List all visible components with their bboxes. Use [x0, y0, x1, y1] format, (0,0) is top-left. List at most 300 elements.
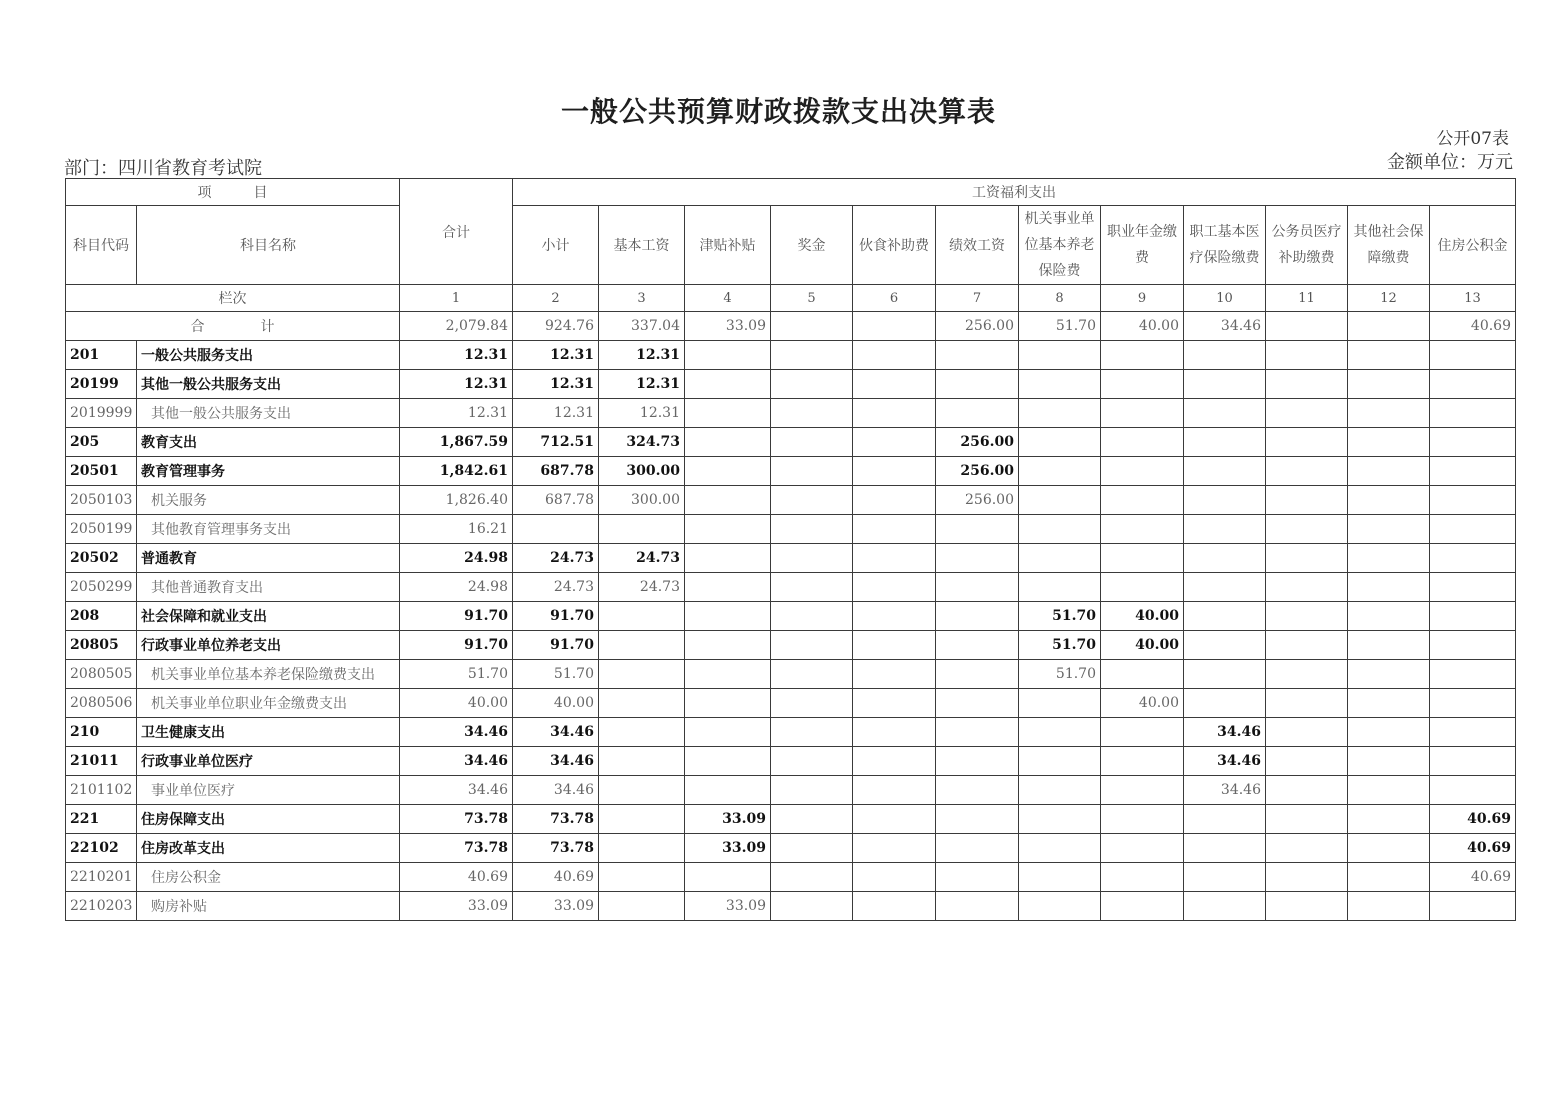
subject-name: 其他一般公共服务支出: [137, 399, 400, 428]
table-row: [66, 573, 1516, 602]
amount-cell: [1019, 544, 1101, 573]
amount-cell: [1266, 805, 1348, 834]
amount-cell: [1101, 834, 1184, 863]
amount-cell: [599, 776, 685, 805]
amount-cell: 34.46: [1184, 747, 1266, 776]
amount-cell: [853, 863, 936, 892]
amount-cell: 24.73: [599, 573, 685, 602]
amount-cell: [853, 428, 936, 457]
column-number: 13: [1430, 285, 1516, 312]
amount-cell: 91.70: [513, 631, 599, 660]
amount-cell: [685, 602, 771, 631]
amount-cell: [1348, 428, 1430, 457]
total-cell: [853, 312, 936, 341]
amount-cell: [853, 370, 936, 399]
amount-cell: [853, 834, 936, 863]
amount-cell: [1348, 399, 1430, 428]
amount-cell: 12.31: [513, 341, 599, 370]
amount-cell: [936, 776, 1019, 805]
amount-cell: [1348, 341, 1430, 370]
amount-cell: 73.78: [513, 805, 599, 834]
amount-cell: [1184, 341, 1266, 370]
amount-cell: [936, 689, 1019, 718]
amount-cell: [1019, 515, 1101, 544]
amount-cell: 73.78: [400, 805, 513, 834]
amount-cell: 40.69: [1430, 863, 1516, 892]
amount-cell: [1266, 457, 1348, 486]
subject-code: 20502: [66, 544, 137, 573]
amount-cell: 24.98: [400, 573, 513, 602]
amount-cell: [771, 892, 853, 921]
amount-cell: [1019, 370, 1101, 399]
column-number: 4: [685, 285, 771, 312]
total-cell: 51.70: [1019, 312, 1101, 341]
amount-cell: 712.51: [513, 428, 599, 457]
amount-cell: 324.73: [599, 428, 685, 457]
amount-cell: [1184, 457, 1266, 486]
table-row: [66, 892, 1516, 921]
amount-cell: [599, 602, 685, 631]
amount-cell: [771, 602, 853, 631]
amount-cell: [599, 747, 685, 776]
amount-cell: [1266, 515, 1348, 544]
amount-cell: 1,842.61: [400, 457, 513, 486]
amount-cell: [771, 370, 853, 399]
subject-code: 2050103: [66, 486, 137, 515]
amount-cell: [853, 457, 936, 486]
amount-cell: [1266, 892, 1348, 921]
amount-cell: [771, 689, 853, 718]
expenditure-table: [65, 178, 1516, 921]
amount-cell: [1184, 892, 1266, 921]
amount-cell: 73.78: [513, 834, 599, 863]
subject-name: 卫生健康支出: [137, 718, 400, 747]
amount-cell: [1266, 341, 1348, 370]
table-row: [66, 631, 1516, 660]
amount-cell: [1101, 573, 1184, 602]
amount-cell: 24.73: [513, 544, 599, 573]
column-number: 7: [936, 285, 1019, 312]
table-row: [66, 370, 1516, 399]
amount-cell: [1184, 544, 1266, 573]
amount-cell: [771, 718, 853, 747]
total-cell: [1266, 312, 1348, 341]
amount-cell: 40.69: [513, 863, 599, 892]
amount-cell: 51.70: [513, 660, 599, 689]
amount-cell: [1348, 805, 1430, 834]
amount-cell: [771, 544, 853, 573]
subject-name: 其他一般公共服务支出: [137, 370, 400, 399]
subject-name: 住房公积金: [137, 863, 400, 892]
amount-cell: [853, 486, 936, 515]
amount-cell: 33.09: [400, 892, 513, 921]
amount-cell: [1101, 486, 1184, 515]
amount-cell: 34.46: [513, 776, 599, 805]
total-cell: 33.09: [685, 312, 771, 341]
table-row: [66, 428, 1516, 457]
amount-cell: 12.31: [513, 399, 599, 428]
amount-cell: 34.46: [513, 718, 599, 747]
amount-cell: 91.70: [400, 602, 513, 631]
subject-name: 购房补贴: [137, 892, 400, 921]
amount-cell: [1184, 631, 1266, 660]
subject-name: 其他普通教育支出: [137, 573, 400, 602]
amount-cell: [771, 863, 853, 892]
table-row: [66, 805, 1516, 834]
subject-code: 20805: [66, 631, 137, 660]
col-header: 机关事业单位基本养老保险费: [1019, 206, 1101, 285]
item-header: 项 目: [66, 179, 400, 206]
amount-cell: 24.73: [513, 573, 599, 602]
subject-name: 机关服务: [137, 486, 400, 515]
amount-cell: 34.46: [400, 747, 513, 776]
amount-cell: 1,826.40: [400, 486, 513, 515]
amount-cell: 40.00: [1101, 631, 1184, 660]
header-row-1: [66, 179, 1516, 206]
amount-cell: 34.46: [400, 718, 513, 747]
total-cell: 34.46: [1184, 312, 1266, 341]
amount-cell: 33.09: [685, 834, 771, 863]
amount-cell: [1430, 457, 1516, 486]
amount-cell: [1348, 689, 1430, 718]
amount-cell: [685, 544, 771, 573]
total-cell: 2,079.84: [400, 312, 513, 341]
subject-code: 208: [66, 602, 137, 631]
table-row: [66, 399, 1516, 428]
amount-cell: [1266, 776, 1348, 805]
amount-cell: [1430, 660, 1516, 689]
amount-cell: [685, 747, 771, 776]
amount-cell: 33.09: [685, 892, 771, 921]
amount-cell: [599, 892, 685, 921]
col-header: 公务员医疗补助缴费: [1266, 206, 1348, 285]
amount-cell: 12.31: [513, 370, 599, 399]
subject-code: 2210201: [66, 863, 137, 892]
amount-cell: [685, 660, 771, 689]
amount-cell: [936, 863, 1019, 892]
amount-cell: [1101, 892, 1184, 921]
subject-name: 住房改革支出: [137, 834, 400, 863]
amount-cell: [1430, 776, 1516, 805]
amount-cell: [1019, 399, 1101, 428]
table-body: [66, 179, 1516, 921]
amount-cell: [853, 776, 936, 805]
amount-cell: [1348, 573, 1430, 602]
amount-cell: 256.00: [936, 486, 1019, 515]
amount-cell: [771, 428, 853, 457]
amount-cell: [1019, 457, 1101, 486]
table-row: [66, 602, 1516, 631]
amount-cell: [1266, 689, 1348, 718]
amount-cell: [685, 515, 771, 544]
amount-cell: [1019, 341, 1101, 370]
amount-cell: 12.31: [400, 370, 513, 399]
amount-cell: 34.46: [1184, 776, 1266, 805]
subject-code: 2080506: [66, 689, 137, 718]
subject-code: 201: [66, 341, 137, 370]
subject-name: 教育管理事务: [137, 457, 400, 486]
amount-cell: [936, 544, 1019, 573]
amount-cell: 33.09: [513, 892, 599, 921]
amount-cell: [685, 718, 771, 747]
amount-cell: [853, 631, 936, 660]
subject-name: 普通教育: [137, 544, 400, 573]
amount-cell: [1266, 660, 1348, 689]
amount-cell: [936, 834, 1019, 863]
table-row: [66, 834, 1516, 863]
amount-cell: [685, 457, 771, 486]
col-header: 职工基本医疗保险缴费: [1184, 206, 1266, 285]
column-number: 8: [1019, 285, 1101, 312]
amount-cell: [1101, 399, 1184, 428]
amount-cell: [1430, 544, 1516, 573]
amount-cell: [1101, 515, 1184, 544]
table-row: [66, 718, 1516, 747]
subject-code: 2050299: [66, 573, 137, 602]
subject-name: 教育支出: [137, 428, 400, 457]
amount-cell: [936, 602, 1019, 631]
amount-cell: 34.46: [1184, 718, 1266, 747]
amount-cell: [685, 689, 771, 718]
amount-cell: [1266, 631, 1348, 660]
total-row: [66, 312, 1516, 341]
amount-cell: [1019, 834, 1101, 863]
amount-cell: [771, 341, 853, 370]
column-number-row: [66, 285, 1516, 312]
amount-cell: [1348, 457, 1430, 486]
column-number: 1: [400, 285, 513, 312]
amount-cell: 687.78: [513, 486, 599, 515]
column-number: 9: [1101, 285, 1184, 312]
amount-cell: [1101, 544, 1184, 573]
amount-cell: [599, 805, 685, 834]
amount-cell: [1348, 370, 1430, 399]
amount-cell: [853, 573, 936, 602]
amount-cell: [1184, 370, 1266, 399]
amount-cell: 12.31: [599, 370, 685, 399]
amount-cell: [1184, 689, 1266, 718]
amount-cell: [685, 428, 771, 457]
subject-code: 221: [66, 805, 137, 834]
amount-cell: [1430, 689, 1516, 718]
amount-cell: [685, 370, 771, 399]
column-number: 11: [1266, 285, 1348, 312]
amount-cell: [936, 660, 1019, 689]
amount-cell: [936, 573, 1019, 602]
subject-code: 20501: [66, 457, 137, 486]
amount-cell: [853, 515, 936, 544]
amount-cell: [936, 399, 1019, 428]
amount-cell: 40.00: [513, 689, 599, 718]
table-row: [66, 486, 1516, 515]
amount-cell: [1019, 718, 1101, 747]
subject-code: 2019999: [66, 399, 137, 428]
amount-cell: [771, 834, 853, 863]
amount-cell: [853, 747, 936, 776]
amount-cell: [1430, 892, 1516, 921]
total-cell: 40.00: [1101, 312, 1184, 341]
amount-cell: [685, 341, 771, 370]
subject-code: 21011: [66, 747, 137, 776]
amount-cell: [771, 457, 853, 486]
amount-cell: [853, 341, 936, 370]
subject-code: 20199: [66, 370, 137, 399]
amount-cell: 40.00: [1101, 602, 1184, 631]
amount-cell: [685, 631, 771, 660]
col-header: 住房公积金: [1430, 206, 1516, 285]
subject-name: 住房保障支出: [137, 805, 400, 834]
subject-name: 其他教育管理事务支出: [137, 515, 400, 544]
amount-cell: [853, 718, 936, 747]
amount-cell: [1019, 776, 1101, 805]
amount-cell: [1101, 341, 1184, 370]
amount-cell: [1430, 573, 1516, 602]
amount-cell: [1348, 660, 1430, 689]
amount-cell: [771, 631, 853, 660]
col-header: 基本工资: [599, 206, 685, 285]
amount-cell: [771, 805, 853, 834]
total-cell: 337.04: [599, 312, 685, 341]
amount-cell: [1348, 544, 1430, 573]
amount-cell: [936, 341, 1019, 370]
col-header: 绩效工资: [936, 206, 1019, 285]
amount-cell: [1430, 631, 1516, 660]
table-row: [66, 341, 1516, 370]
amount-cell: [853, 399, 936, 428]
total-cell: [1348, 312, 1430, 341]
amount-cell: [771, 747, 853, 776]
amount-cell: [1430, 370, 1516, 399]
column-number: 10: [1184, 285, 1266, 312]
amount-cell: [771, 660, 853, 689]
amount-cell: [1019, 486, 1101, 515]
amount-cell: [1184, 573, 1266, 602]
col-header: 奖金: [771, 206, 853, 285]
amount-cell: [936, 370, 1019, 399]
col-header: 其他社会保障缴费: [1348, 206, 1430, 285]
amount-cell: [1019, 805, 1101, 834]
unit-label: 金额单位：万元: [1387, 152, 1513, 173]
total-cell: 924.76: [513, 312, 599, 341]
amount-cell: [1101, 747, 1184, 776]
group-header: 工资福利支出: [513, 179, 1516, 206]
amount-cell: [1019, 689, 1101, 718]
amount-cell: [599, 834, 685, 863]
table-row: [66, 457, 1516, 486]
amount-cell: 51.70: [1019, 602, 1101, 631]
amount-cell: [1019, 747, 1101, 776]
amount-cell: [1019, 863, 1101, 892]
amount-cell: 12.31: [599, 399, 685, 428]
amount-cell: [1266, 370, 1348, 399]
col-header: 伙食补助费: [853, 206, 936, 285]
amount-cell: [1184, 660, 1266, 689]
amount-cell: [853, 660, 936, 689]
total-header: 合计: [400, 179, 513, 285]
amount-cell: [1266, 399, 1348, 428]
amount-cell: [1101, 863, 1184, 892]
amount-cell: [771, 573, 853, 602]
amount-cell: [853, 544, 936, 573]
amount-cell: 73.78: [400, 834, 513, 863]
amount-cell: 51.70: [1019, 660, 1101, 689]
table-row: [66, 863, 1516, 892]
amount-cell: [1019, 892, 1101, 921]
amount-cell: 16.21: [400, 515, 513, 544]
amount-cell: [936, 631, 1019, 660]
amount-cell: [1430, 428, 1516, 457]
amount-cell: [685, 399, 771, 428]
code-header: 科目代码: [66, 206, 137, 285]
amount-cell: [1348, 892, 1430, 921]
amount-cell: [599, 863, 685, 892]
amount-cell: [1184, 486, 1266, 515]
amount-cell: [599, 689, 685, 718]
amount-cell: [1101, 776, 1184, 805]
amount-cell: [853, 805, 936, 834]
amount-cell: [1266, 573, 1348, 602]
subject-name: 机关事业单位基本养老保险缴费支出: [137, 660, 400, 689]
amount-cell: [1348, 718, 1430, 747]
total-cell: 256.00: [936, 312, 1019, 341]
amount-cell: [1430, 515, 1516, 544]
amount-cell: 1,867.59: [400, 428, 513, 457]
amount-cell: [1348, 515, 1430, 544]
amount-cell: [936, 718, 1019, 747]
amount-cell: [936, 747, 1019, 776]
amount-cell: [1266, 863, 1348, 892]
amount-cell: [1101, 660, 1184, 689]
amount-cell: [685, 486, 771, 515]
amount-cell: [936, 515, 1019, 544]
subject-code: 205: [66, 428, 137, 457]
amount-cell: [1184, 399, 1266, 428]
subject-code: 210: [66, 718, 137, 747]
column-number: 5: [771, 285, 853, 312]
amount-cell: 12.31: [400, 341, 513, 370]
amount-cell: 40.69: [1430, 834, 1516, 863]
amount-cell: [1266, 602, 1348, 631]
amount-cell: 91.70: [400, 631, 513, 660]
name-header: 科目名称: [137, 206, 400, 285]
amount-cell: 51.70: [1019, 631, 1101, 660]
table-row: [66, 747, 1516, 776]
amount-cell: [685, 863, 771, 892]
amount-cell: [1348, 631, 1430, 660]
total-cell: 40.69: [1430, 312, 1516, 341]
header-row-2: [66, 206, 1516, 285]
amount-cell: 256.00: [936, 428, 1019, 457]
amount-cell: 24.73: [599, 544, 685, 573]
subject-name: 行政事业单位养老支出: [137, 631, 400, 660]
department-label: 部门：四川省教育考试院: [64, 158, 262, 179]
amount-cell: 91.70: [513, 602, 599, 631]
amount-cell: 34.46: [400, 776, 513, 805]
amount-cell: 40.69: [1430, 805, 1516, 834]
subject-name: 机关事业单位职业年金缴费支出: [137, 689, 400, 718]
amount-cell: [599, 631, 685, 660]
column-number: 2: [513, 285, 599, 312]
amount-cell: [1101, 370, 1184, 399]
amount-cell: [1266, 718, 1348, 747]
amount-cell: 40.00: [1101, 689, 1184, 718]
column-number: 6: [853, 285, 936, 312]
amount-cell: [599, 515, 685, 544]
amount-cell: [771, 486, 853, 515]
table-row: [66, 515, 1516, 544]
amount-cell: 300.00: [599, 486, 685, 515]
amount-cell: [853, 892, 936, 921]
